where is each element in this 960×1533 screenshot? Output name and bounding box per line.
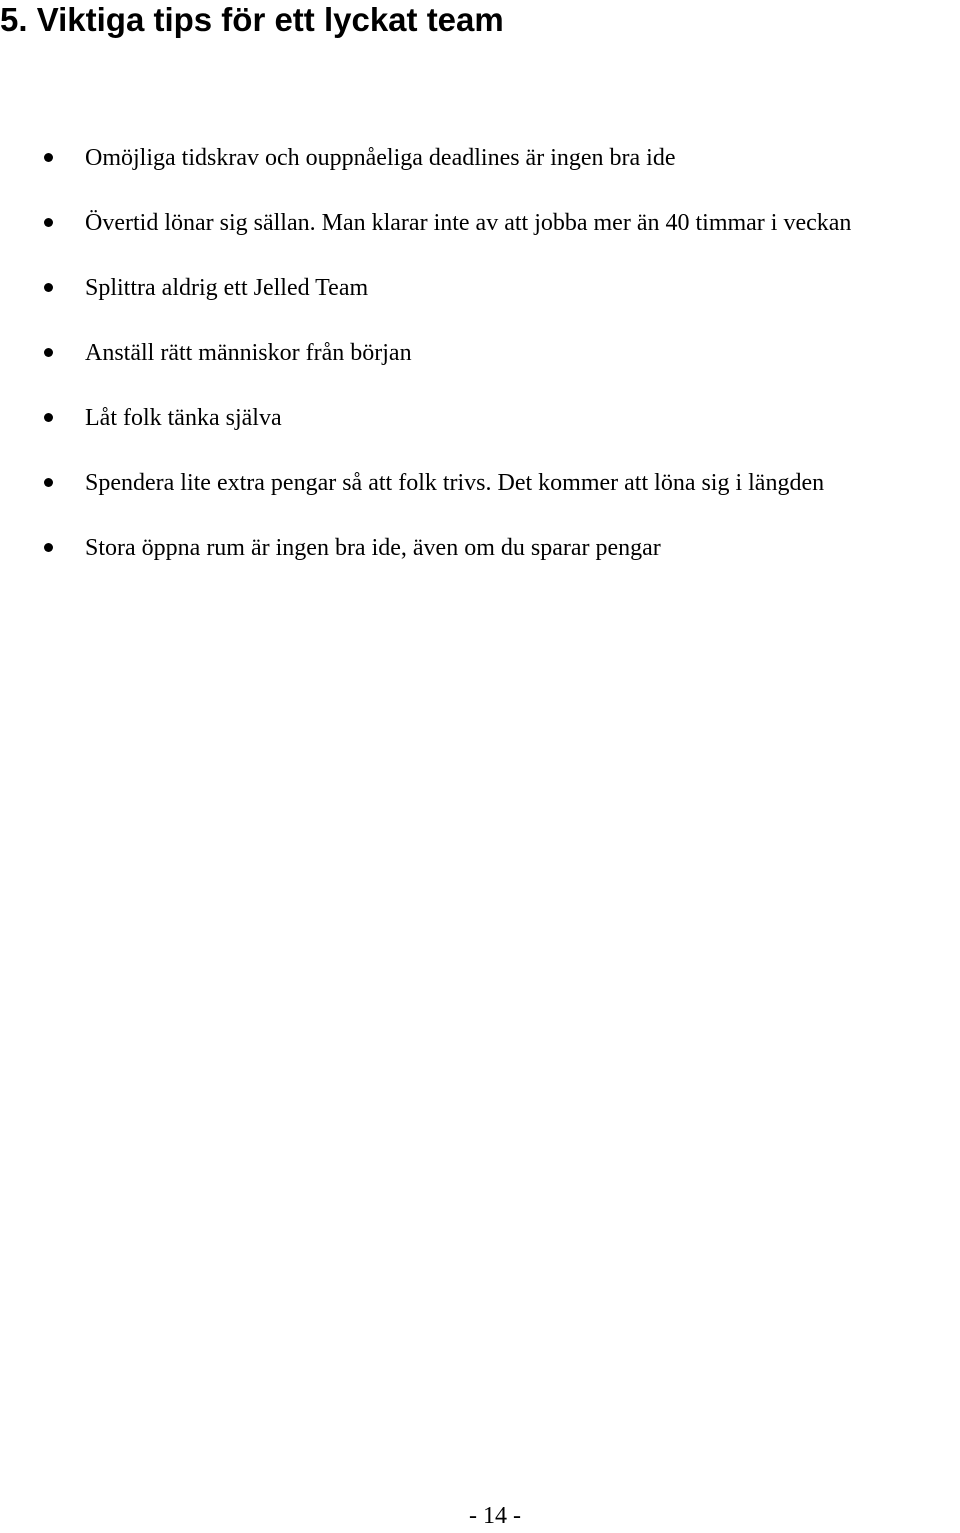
tip-text: Stora öppna rum är ingen bra ide, även om du sparar pengar xyxy=(85,535,661,561)
tip-text: Spendera lite extra pengar så att folk trivs. Det kommer att löna sig i längden xyxy=(85,470,825,496)
bullet-icon xyxy=(44,348,53,357)
tip-text: Låt folk tänka själva xyxy=(85,405,282,431)
bullet-icon xyxy=(44,218,53,227)
tip-text: Omöjliga tidskrav och ouppnåeliga deadlines är ingen bra ide xyxy=(85,145,676,171)
bullet-icon xyxy=(44,413,53,422)
bullet-icon xyxy=(44,153,53,162)
tip-text: Anställ rätt människor från början xyxy=(85,340,412,366)
bullet-icon xyxy=(44,543,53,552)
bullet-icon xyxy=(44,283,53,292)
section-heading: 5. Viktiga tips för ett lyckat team xyxy=(0,1,504,38)
tip-text: Övertid lönar sig sällan. Man klarar inte av att jobba mer än 40 timmar i veckan xyxy=(85,210,852,236)
page-number: - 14 - xyxy=(469,1503,521,1529)
bullet-icon xyxy=(44,478,53,487)
tip-text: Splittra aldrig ett Jelled Team xyxy=(85,275,369,301)
